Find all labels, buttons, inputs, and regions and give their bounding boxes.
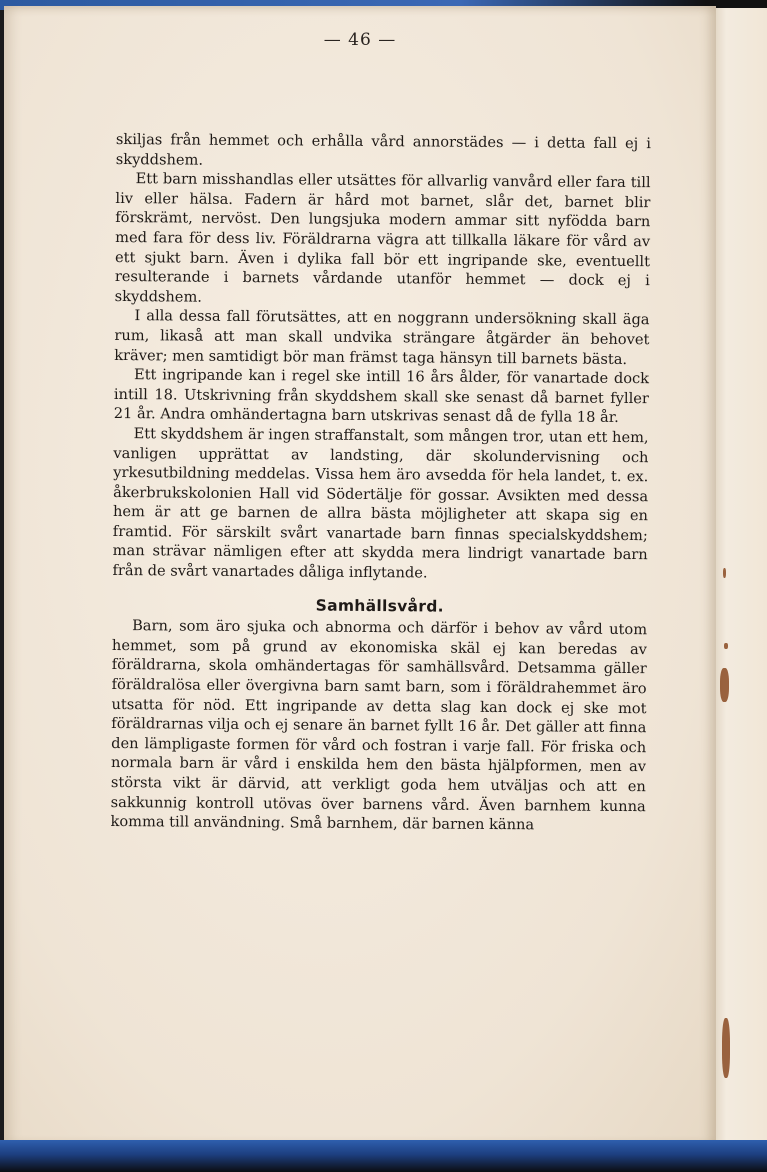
paragraph: Ett barn misshandlas eller utsättes för allvarlig vanvård eller fara till liv eller hälsa. Fadern är hård mot barnet, slår det, barnet blir förskrämt, nervöst. Den lungsjuka modern ammar sitt nyfödda barn med fara för dess liv. Föräldrarna vägra att tillkalla läkare för vård av ett sjukt barn. Även i dylika fall bör ett ingripande ske, eventuellt resulterande i barnets vårdande utanför hemmet — dock ej i skyddshem. xyxy=(114,170,651,306)
stain-mark xyxy=(724,643,728,649)
paragraph: Barn, som äro sjuka och abnorma och därför i behov av vård utom hemmet, som på grund av ekonomiska skäl ej kan beredas av föräldrarna, skola omhändertagas för samhällsvård. Detsamma gäller föräldralösa eller övergivna barn samt barn, som i föräldrahemmet äro utsatta för nöd. Ett ingripande av detta slag kan dock ej ske mot föräldrarnas vilja och ej senare än barnet fyllt 16 år. Det gäller att finna den lämpligaste formen för vård och fostran i varje fall. För friska och normala barn är vård i enskilda hem den bästa hjälpformen, men av största vikt är därvid, att verkligt goda hem utväljas och att en sakkunnig kontroll utövas över barnens vård. Även barnhem kunna komma till användning. Små barnhem, där barnen känna xyxy=(110,617,648,834)
book-cover-edge-bottom xyxy=(0,1140,767,1172)
stain-mark xyxy=(722,1018,730,1078)
paragraph: I alla dessa fall förutsättes, att en noggrann undersökning skall äga rum, likaså att man skall undvika strängare åtgärder än behovet kräver; men samtidigt bör man främst taga hänsyn till barnets bästa. xyxy=(114,307,650,368)
paragraph: Ett skyddshem är ingen straffanstalt, som mången tror, utan ett hem, vanligen upprättat av landsting, där skolundervisning och yrkesutbildning meddelas. Vissa hem äro avsedda för hela landet, t. ex. åkerbrukskolonien Hall vid Södertälje för gossar. Avsikten med dessa hem är att ge barnen de allra bästa möjligheter att skapa sig en framtid. För särskilt svårt vanartade barn finnas specialskyddshem; man strävar nämligen efter att skydda mera lindrigt vanartade barn från de svårt vanartades dåliga inflytande. xyxy=(112,425,649,582)
stain-mark xyxy=(720,668,729,702)
paragraph: skiljas från hemmet och erhålla vård annorstädes — i detta fall ej i skyddshem. xyxy=(115,130,651,169)
section-heading: Samhällsvård. xyxy=(315,596,444,616)
page-number: — 46 — xyxy=(323,30,397,50)
stain-mark xyxy=(723,568,726,578)
book-page xyxy=(4,6,716,1146)
body-text xyxy=(110,130,650,836)
paragraph: Ett ingripande kan i regel ske intill 16 års ålder, för vanartade dock intill 18. Utskrivning från skyddshem skall ske senast då barnet fyller 21 år. Andra omhändertagna barn utskrivas senast då de fylla 18 år. xyxy=(113,366,650,427)
